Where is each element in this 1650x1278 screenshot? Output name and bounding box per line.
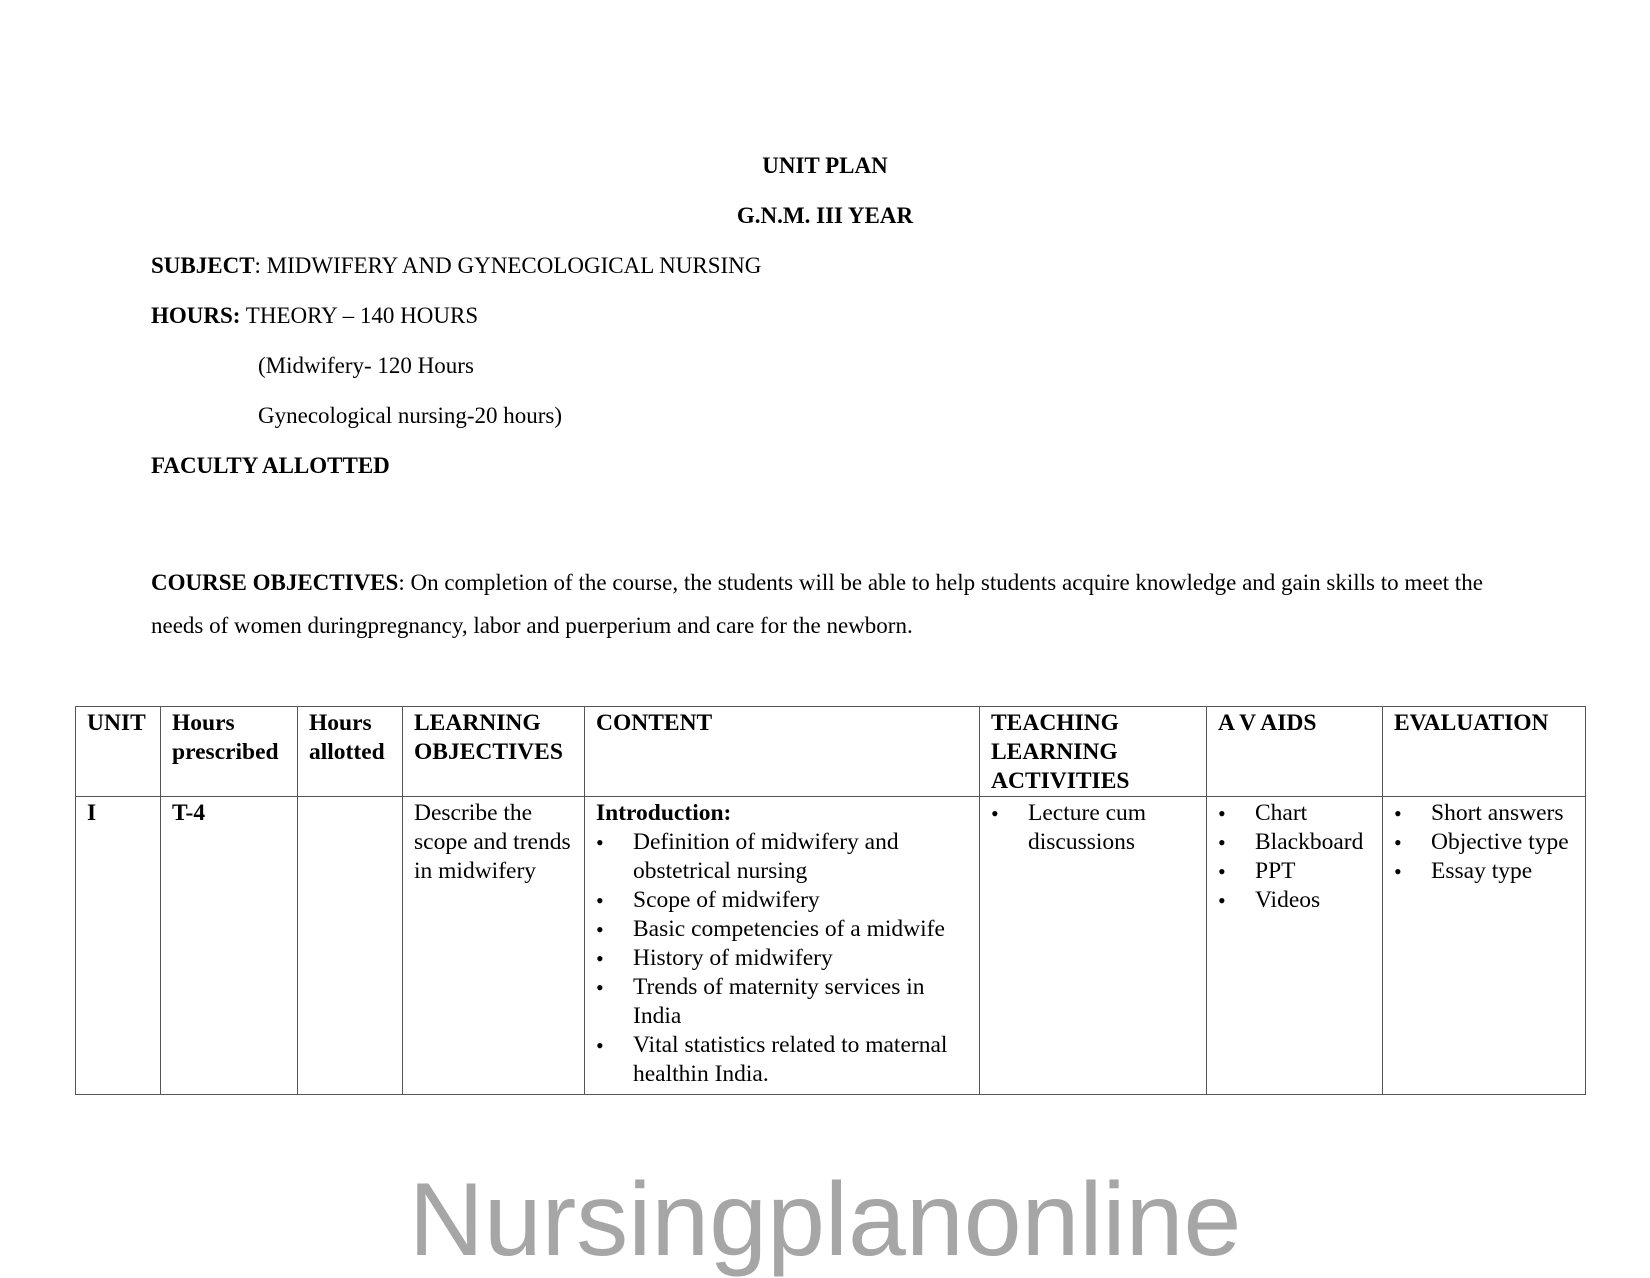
header-unit: UNIT bbox=[76, 707, 161, 797]
table-row bbox=[76, 797, 1586, 1095]
unit-plan-table bbox=[75, 706, 1586, 1095]
av-aids-list bbox=[1218, 799, 1372, 915]
cell-content bbox=[585, 797, 980, 1095]
teaching-list bbox=[991, 799, 1196, 857]
watermark: Nursingplanonline bbox=[408, 1162, 1242, 1278]
header-av-aids: A V AIDS bbox=[1207, 707, 1383, 797]
cell-evaluation bbox=[1383, 797, 1586, 1095]
hours-value: THEORY – 140 HOURS bbox=[240, 303, 479, 328]
list-item: • Basic competencies of a midwife bbox=[596, 915, 969, 944]
list-item: • Essay type bbox=[1394, 857, 1575, 886]
course-objectives bbox=[151, 561, 1496, 647]
list-item: • Definition of midwifery and obstetrical nursing bbox=[596, 828, 969, 886]
list-item: • History of midwifery bbox=[596, 944, 969, 973]
list-item: • Chart bbox=[1218, 799, 1372, 828]
content-title: Introduction: bbox=[596, 800, 732, 826]
header-hours-prescribed: Hours prescribed bbox=[161, 707, 298, 797]
course-objectives-label: COURSE OBJECTIVES bbox=[151, 570, 399, 595]
list-item: • Short answers bbox=[1394, 799, 1575, 828]
cell-hours-allotted bbox=[298, 797, 403, 1095]
faculty-label: FACULTY ALLOTTED bbox=[151, 453, 390, 478]
hours-midwifery: (Midwifery- 120 Hours bbox=[258, 353, 474, 378]
cell-hours-prescribed: T-4 bbox=[161, 797, 298, 1095]
cell-unit: I bbox=[76, 797, 161, 1095]
subject-line bbox=[151, 252, 761, 280]
page-title: UNIT PLAN bbox=[762, 153, 888, 178]
hours-gynecological: Gynecological nursing-20 hours) bbox=[258, 403, 563, 428]
page-subtitle: G.N.M. III YEAR bbox=[736, 203, 914, 228]
list-item: • Videos bbox=[1218, 886, 1372, 915]
hours-line bbox=[151, 302, 478, 330]
list-item: • Blackboard bbox=[1218, 828, 1372, 857]
header-teaching-activities: TEACHING LEARNING ACTIVITIES bbox=[980, 707, 1207, 797]
list-item: • PPT bbox=[1218, 857, 1372, 886]
cell-av-aids bbox=[1207, 797, 1383, 1095]
subject-label: SUBJECT bbox=[151, 253, 255, 278]
evaluation-list bbox=[1394, 799, 1575, 886]
subject-value: : MIDWIFERY AND GYNECOLOGICAL NURSING bbox=[254, 253, 762, 278]
cell-teaching-activities bbox=[980, 797, 1207, 1095]
list-item: • Objective type bbox=[1394, 828, 1575, 857]
hours-label: HOURS: bbox=[151, 303, 241, 328]
content-list bbox=[596, 828, 969, 1089]
list-item: • Scope of midwifery bbox=[596, 886, 969, 915]
table-header-row bbox=[76, 707, 1586, 797]
list-item: • Trends of maternity services in India bbox=[596, 973, 969, 1031]
course-objectives-text: : On completion of the course, the students will be able to help students acquire knowledge and gain skills to meet the needs of women duringpregnancy, labor and puerperium and care for the newborn. bbox=[151, 570, 1483, 638]
header-learning-objectives: LEARNING OBJECTIVES bbox=[403, 707, 585, 797]
cell-learning-objectives: Describe the scope and trends in midwifery bbox=[403, 797, 585, 1095]
list-item: • Vital statistics related to maternal healthin India. bbox=[596, 1031, 969, 1089]
header-content: CONTENT bbox=[585, 707, 980, 797]
header-hours-allotted: Hours allotted bbox=[298, 707, 403, 797]
faculty-line bbox=[151, 452, 390, 480]
list-item: • Lecture cum discussions bbox=[991, 799, 1196, 857]
header-evaluation: EVALUATION bbox=[1383, 707, 1586, 797]
